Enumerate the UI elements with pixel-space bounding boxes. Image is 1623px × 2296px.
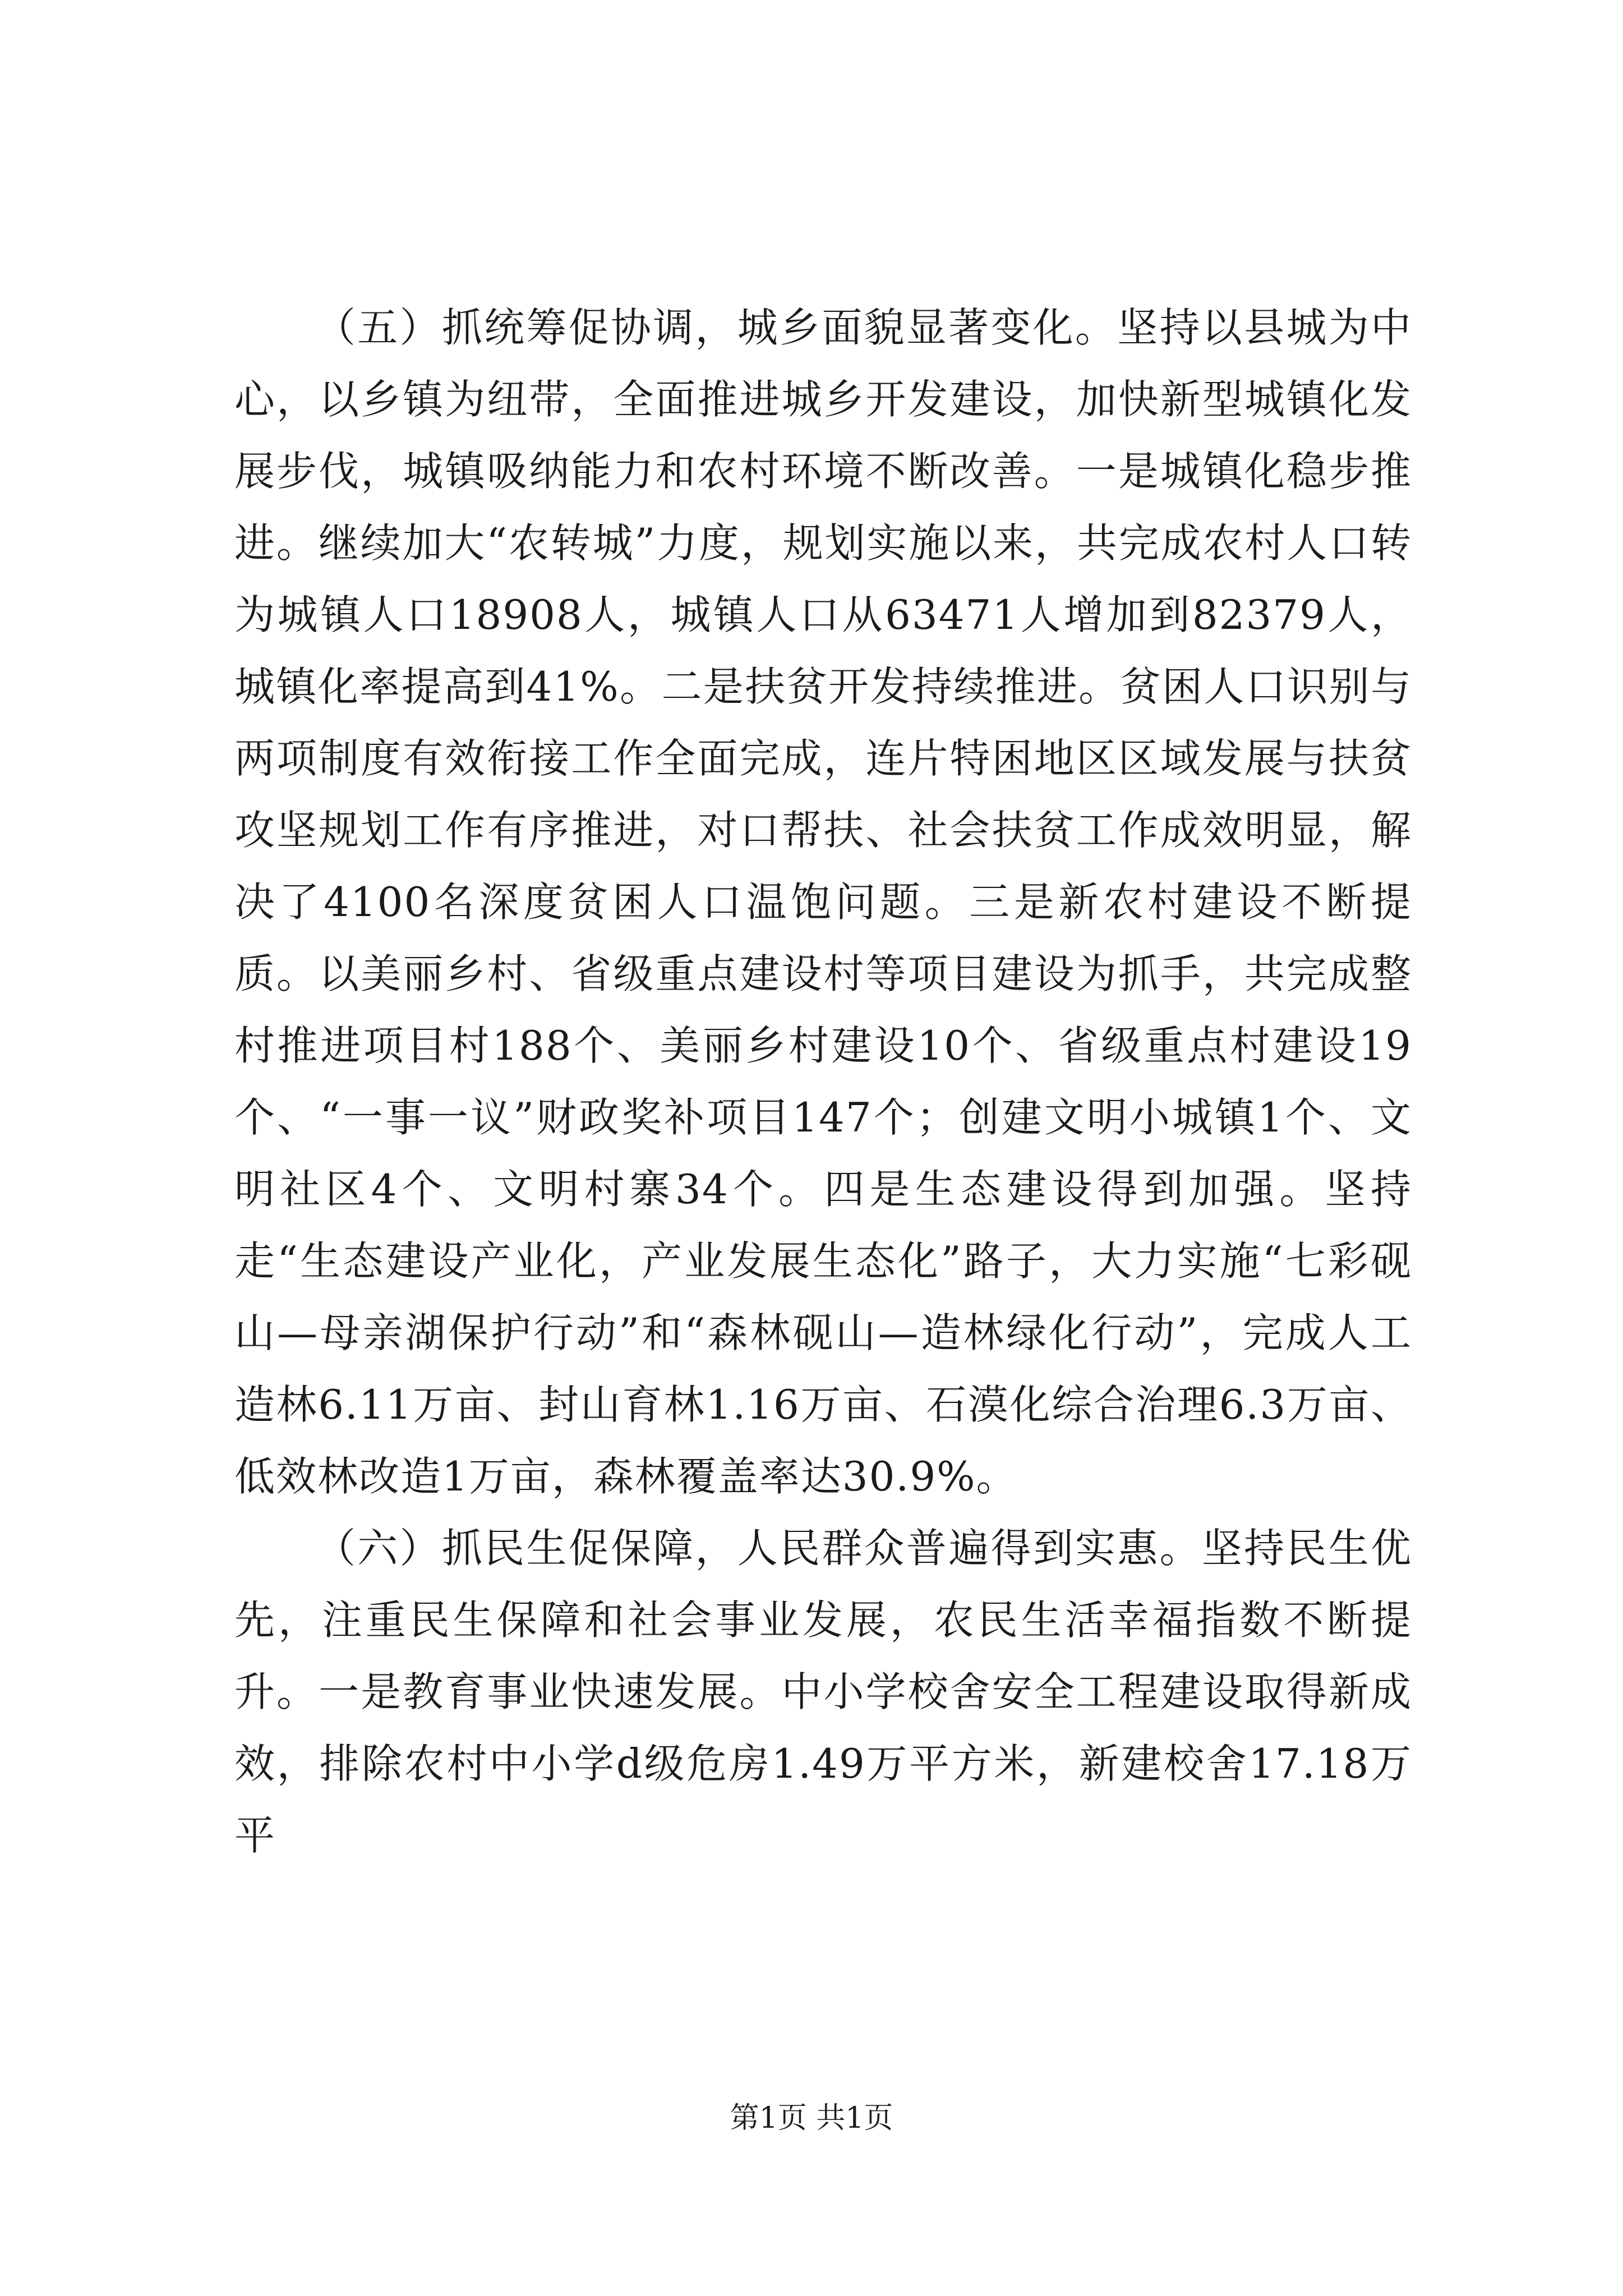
paragraph-5: （五）抓统筹促协调，城乡面貌显著变化。坚持以县城为中心，以乡镇为纽带，全面推进城乡开发建设，加快新型城镇化发展步伐，城镇吸纳能力和农村环境不断改善。一是城镇化稳步推进。继续加大“农转城”力度，规划实施以来，共完成农村人口转为城镇人口18908人，城镇人口从63471人增加到82379人，城镇化率提高到41%。二是扶贫开发持续推进。贫困人口识别与两项制度有效衔接工作全面完成，连片特困地区区域发展与扶贫攻坚规划工作有序推进，对口帮扶、社会扶贫工作成效明显，解决了4100名深度贫困人口温饱问题。三是新农村建设不断提质。以美丽乡村、省级重点建设村等项目建设为抓手，共完成整村推进项目村188个、美丽乡村建设10个、省级重点村建设19个、“一事一议”财政奖补项目147个；创建文明小城镇1个、文明社区4个、文明村寨34个。四是生态建设得到加强。坚持走“生态建设产业化，产业发展生态化”路子，大力实施“七彩砚山—母亲湖保护行动”和“森林砚山—造林绿化行动”，完成人工造林6.11万亩、封山育林1.16万亩、石漠化综合治理6.3万亩、低效林改造1万亩，森林覆盖率达30.9%。: [234, 304, 1412, 1500]
page-footer: 第1页 共1页: [730, 2101, 893, 2135]
paragraph-6: （六）抓民生促保障，人民群众普遍得到实惠。坚持民生优先，注重民生保障和社会事业发展，农民生活幸福指数不断提升。一是教育事业快速发展。中小学校舍安全工程建设取得新成效，排除农村中小学d级危房1.49万平方米，新建校舍17.18万平: [234, 1525, 1412, 1859]
document-body: [234, 292, 1412, 1871]
